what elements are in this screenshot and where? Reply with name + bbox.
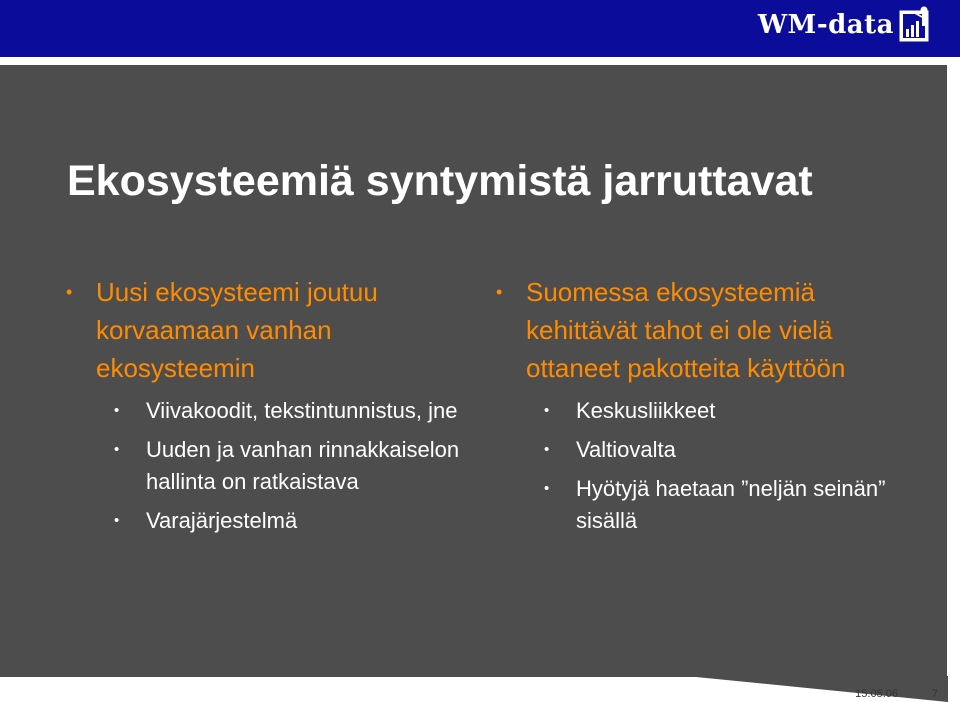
bullet-dot-icon: • — [114, 512, 120, 529]
right-column — [492, 273, 932, 544]
footer-date: 15.05.06 — [855, 688, 898, 700]
list-item-text: Keskusliikkeet — [576, 398, 716, 423]
logo-text: WM-data — [757, 10, 894, 40]
bullet-main-right-text: Suomessa ekosysteemiä kehittävät tahot ei ole vielä ottaneet pakotteita käyttöön — [526, 277, 846, 383]
bullet-dot-icon: • — [544, 480, 550, 497]
list-item-text: Uuden ja vanhan rinnakkaiselon hallinta on ratkaistava — [146, 437, 460, 494]
bullet-dot-icon: • — [114, 441, 120, 458]
list-item — [492, 473, 932, 537]
bullet-main-left — [62, 273, 462, 387]
list-item — [62, 505, 462, 537]
bullet-main-right — [492, 273, 932, 387]
slide-title: Ekosysteemiä syntymistä jarruttavat — [67, 157, 813, 205]
left-sub-list — [62, 395, 462, 537]
list-item — [492, 434, 932, 466]
list-item — [492, 395, 932, 427]
list-item-text: Varajärjestelmä — [146, 508, 298, 533]
footer-page-number: 7 — [931, 688, 938, 700]
list-item-text: Hyötyjä haetaan ”neljän seinän” sisällä — [576, 476, 886, 533]
bullet-dot-icon: • — [66, 282, 73, 302]
presenter-chart-icon — [898, 5, 932, 45]
bullet-main-left-text: Uusi ekosysteemi joutuu korvaamaan vanhan ekosysteemin — [96, 277, 378, 383]
left-column — [62, 273, 462, 544]
bullet-dot-icon: • — [114, 402, 120, 419]
list-item-text: Viivakoodit, tekstintunnistus, jne — [146, 398, 458, 423]
list-item-text: Valtiovalta — [576, 437, 676, 462]
right-sub-list — [492, 395, 932, 537]
header-bar — [0, 0, 960, 57]
bullet-dot-icon: • — [496, 282, 503, 302]
corner-fold-decoration — [686, 676, 948, 702]
list-item — [62, 395, 462, 427]
bullet-dot-icon: • — [544, 402, 550, 419]
list-item — [62, 434, 462, 498]
bullet-dot-icon: • — [544, 441, 550, 458]
company-logo — [758, 2, 932, 48]
